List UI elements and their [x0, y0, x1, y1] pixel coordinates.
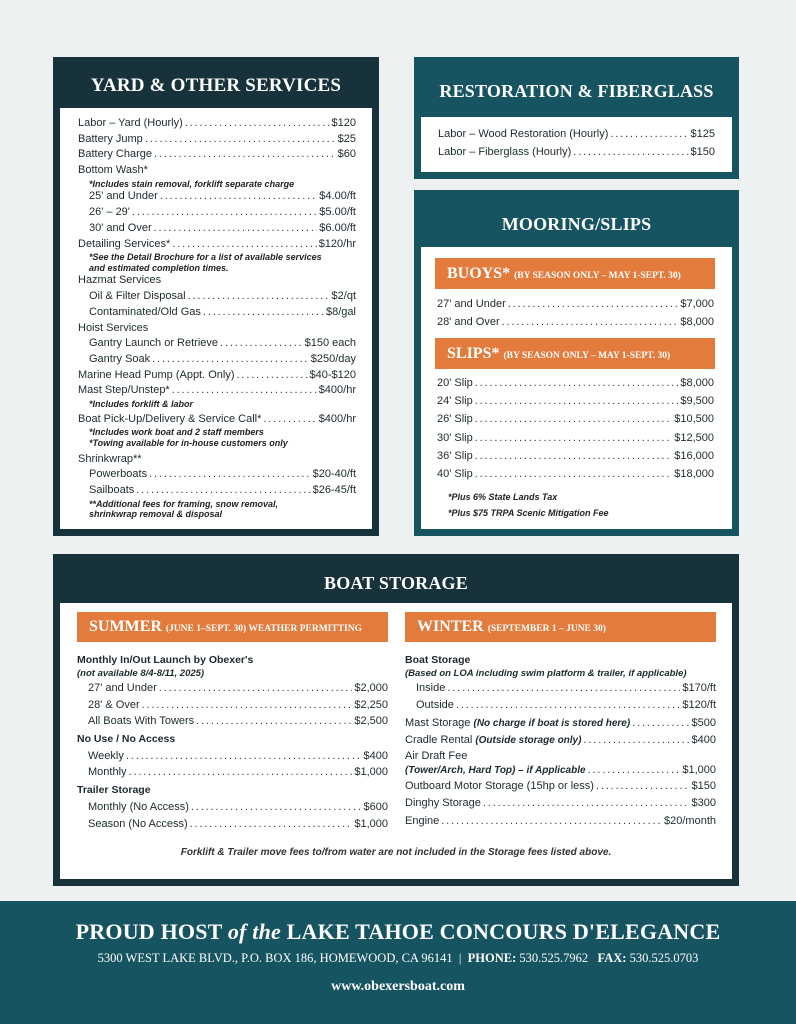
price-row: Monthly (No Access) . . . $600	[77, 799, 388, 816]
footer	[0, 901, 796, 1024]
price-row: 25' and Under . . . $4.00/ft	[78, 189, 356, 205]
yard-services-panel	[53, 57, 379, 536]
slips-header: SLIPS* (BY SEASON ONLY – MAY 1-SEPT. 30)	[435, 338, 715, 369]
restoration-list	[421, 117, 732, 172]
price-row: Season (No Access) . . . $1,000	[77, 816, 388, 833]
price-row: 24' Slip . . . $9,500	[437, 392, 714, 410]
mooring-list	[421, 247, 732, 529]
footnote: shrinkwrap removal & disposal	[89, 509, 223, 520]
footer-tagline: PROUD HOST of the LAKE TAHOE CONCOURS D'ELEGANCE	[75, 919, 721, 944]
price-row: Cradle Rental (Outside storage only) . . . $400	[405, 732, 716, 749]
winter-header: WINTER (SEPTEMBER 1 – JUNE 30)	[405, 612, 716, 642]
price-row: 26' – 29' . . . $5.00/ft	[78, 205, 356, 221]
price-row: Battery Jump . . . $25	[78, 132, 356, 148]
yard-services-title: YARD & OTHER SERVICES	[90, 75, 342, 96]
boat-storage-title: BOAT STORAGE	[324, 573, 468, 593]
air-draft-heading: Air Draft Fee	[405, 750, 468, 763]
price-row: (Tower/Arch, Hard Top) – if Applicable . . . $1,000	[405, 763, 716, 778]
price-row: 28' & Over . . . $2,250	[77, 697, 388, 714]
footnote: *See the Detail Brochure for a list of available services	[89, 252, 322, 263]
price-row: Outside . . . $120/ft	[405, 697, 716, 714]
price-row: Boat Pick-Up/Delivery & Service Call* . . . $400/hr	[78, 412, 356, 428]
storage-footnote: Forklift & Trailer move fees to/from water are not included in the Storage fees listed above.	[180, 847, 612, 858]
price-row: Marine Head Pump (Appt. Only) . . . $40-$120	[78, 368, 356, 384]
price-row: 40' Slip . . . $18,000	[437, 465, 714, 483]
price-row: Dinghy Storage . . . $300	[405, 795, 716, 812]
mooring-panel	[414, 190, 739, 536]
price-row: 30' Slip . . . $12,500	[437, 429, 714, 447]
price-row: Detailing Services* . . . $120/hr	[78, 237, 356, 253]
shrinkwrap-heading: Shrinkwrap**	[78, 452, 142, 465]
hoist-heading: Hoist Services	[78, 321, 149, 334]
trailer-heading: Trailer Storage	[77, 783, 151, 796]
footer-contact: 5300 WEST LAKE BLVD., P.O. BOX 186, HOMEWOOD, CA 96141 | PHONE: 530.525.7962 FAX: 530.525.0703	[97, 951, 699, 965]
no-use-heading: No Use / No Access	[77, 732, 176, 745]
price-row: 27' and Under . . . $7,000	[437, 295, 714, 313]
price-row: Oil & Filter Disposal . . . $2/qt	[78, 289, 356, 305]
price-row: Labor – Yard (Hourly) . . . $120	[78, 116, 356, 132]
website-link[interactable]: www.obexersboat.com	[331, 979, 465, 994]
price-row: Mast Step/Unstep* . . . $400/hr	[78, 383, 356, 399]
restoration-title: RESTORATION & FIBERGLASS	[439, 81, 714, 101]
footnote: and estimated completion times.	[89, 262, 229, 273]
summer-header: SUMMER (JUNE 1–SEPT. 30) WEATHER PERMITTING	[77, 612, 388, 642]
price-row: Engine . . . $20/month	[405, 813, 716, 830]
hazmat-heading: Hazmat Services	[78, 274, 162, 287]
price-row: Mast Storage (No charge if boat is stored here) . . . $500	[405, 715, 716, 732]
boat-storage-panel	[53, 554, 739, 886]
buoys-header: BUOYS* (BY SEASON ONLY – MAY 1-SEPT. 30)	[435, 258, 715, 289]
phone[interactable]: 530.525.7962	[519, 951, 589, 965]
price-row: Labor – Wood Restoration (Hourly) . . . $125	[438, 125, 715, 143]
restoration-panel	[414, 57, 739, 179]
price-row: 28' and Over . . . $8,000	[437, 313, 714, 331]
price-row: Weekly . . . $400	[77, 748, 388, 765]
launch-heading: Monthly In/Out Launch by Obexer's	[77, 654, 254, 666]
footnote: *Includes forklift & labor	[89, 399, 194, 410]
footnote: *Towing available for in-house customers only	[89, 437, 288, 448]
footnote: *Includes stain removal, forklift separate charge	[89, 178, 295, 189]
price-row: 27' and Under . . . $2,000	[77, 680, 388, 697]
footnote: *Plus $75 TRPA Scenic Mitigation Fee	[448, 508, 609, 519]
price-row: 26' Slip . . . $10,500	[437, 410, 714, 428]
price-row: Sailboats . . . $26-45/ft	[78, 483, 356, 499]
price-row: Battery Charge . . . $60	[78, 147, 356, 163]
price-row: Powerboats . . . $20-40/ft	[78, 467, 356, 483]
bottom-wash-heading: Bottom Wash*	[78, 164, 148, 177]
price-row: 30' and Over . . . $6.00/ft	[78, 221, 356, 237]
price-row: 36' Slip . . . $16,000	[437, 447, 714, 465]
launch-subheading: (not available 8/4-8/11, 2025)	[77, 668, 205, 679]
price-row: 20' Slip . . . $8,000	[437, 374, 714, 392]
price-row: Inside . . . $170/ft	[405, 680, 716, 697]
price-row: Gantry Soak . . . $250/day	[78, 352, 356, 368]
fax: 530.525.0703	[629, 951, 699, 965]
price-row: All Boats With Towers . . . $2,500	[77, 713, 388, 730]
boat-storage-body	[60, 603, 732, 879]
price-row: Monthly . . . $1,000	[77, 764, 388, 781]
price-row: Gantry Launch or Retrieve . . . $150 each	[78, 336, 356, 352]
yard-services-list	[60, 108, 372, 529]
price-row: Outboard Motor Storage (15hp or less) . . . $150	[405, 778, 716, 795]
footnote: **Additional fees for framing, snow removal,	[89, 498, 279, 509]
footnote: *Includes work boat and 2 staff members	[89, 427, 264, 438]
address: 5300 WEST LAKE BLVD., P.O. BOX 186, HOMEWOOD, CA 96141	[97, 951, 453, 965]
mooring-title: MOORING/SLIPS	[501, 214, 652, 234]
price-row: Contaminated/Old Gas . . . $8/gal	[78, 305, 356, 321]
winter-boat-subheading: (Based on LOA including swim platform & trailer, if applicable)	[405, 668, 687, 679]
price-row: Labor – Fiberglass (Hourly) . . . $150	[438, 143, 715, 161]
winter-boat-heading: Boat Storage	[405, 654, 471, 666]
footnote: *Plus 6% State Lands Tax	[448, 492, 558, 503]
